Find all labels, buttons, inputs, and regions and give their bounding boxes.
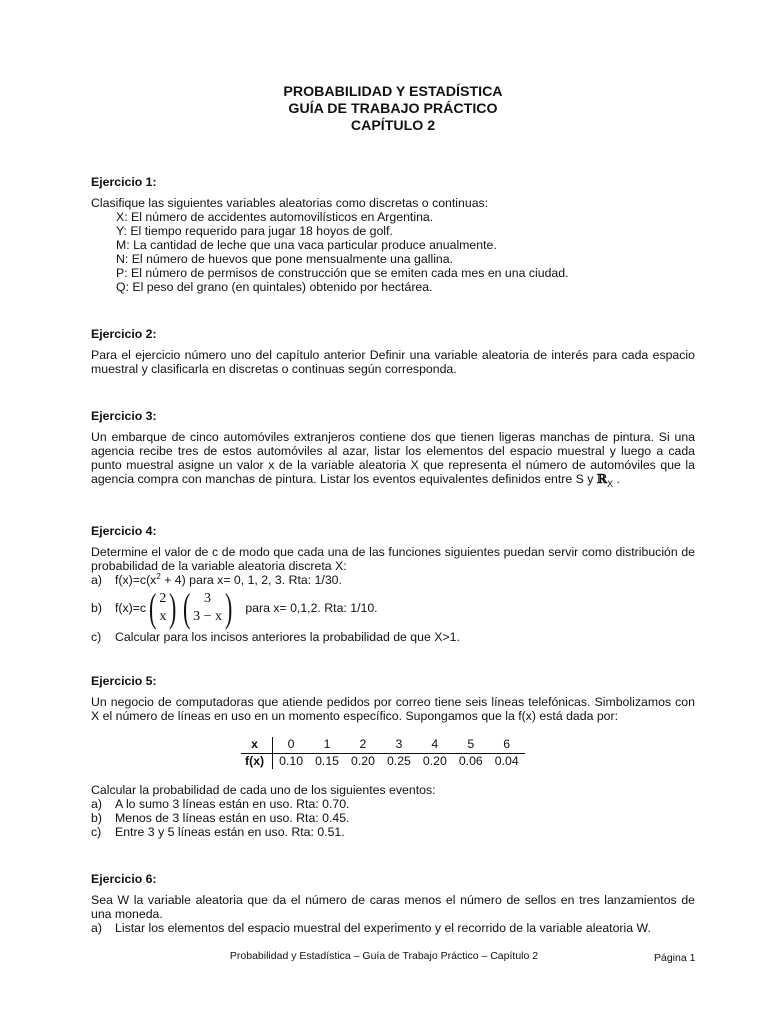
item-label: b): [91, 601, 102, 615]
exercise-6-heading: Ejercicio 6:: [91, 872, 157, 886]
left-paren: (: [182, 585, 191, 630]
table-cell: 0.10: [279, 754, 304, 768]
list-item: X: El número de accidentes automovilísticos en Argentina.: [116, 210, 434, 224]
exercise-2-heading: Ejercicio 2:: [91, 327, 157, 341]
title-line-2: GUÍA DE TRABAJO PRÁCTICO: [288, 101, 498, 117]
table-cell: 5: [453, 737, 489, 754]
page-number: Página 1: [654, 952, 696, 964]
table-cell: 0.20: [351, 754, 375, 768]
real-numbers-symbol: ℝ: [596, 471, 608, 486]
exercise-3-end: .: [616, 472, 620, 486]
item-label: c): [91, 630, 102, 644]
formula-part: para x= 0,1,2. Rta: 1/10.: [245, 601, 378, 615]
exercise-2-text: Para el ejercicio número uno del capítulo anterior Definir una variable aleatoria de interés para cada espacio muestral y clasificarla en discretas o continuas según corresponda.: [91, 348, 695, 376]
table-cell: 2: [345, 737, 381, 754]
list-item: Y: El tiempo requerido para jugar 18 hoyos de golf.: [116, 224, 393, 238]
list-item: M: La cantidad de leche que una vaca particular produce anualmente.: [116, 238, 497, 252]
list-item: N: El número de huevos que pone mensualmente una gallina.: [116, 252, 454, 266]
exercise-3-text: [91, 430, 695, 491]
item-label: c): [91, 825, 102, 839]
table-cell: 6: [489, 737, 525, 754]
exercise-1: [91, 175, 695, 294]
table-cell: 4: [417, 737, 453, 754]
exercise-6-text: Sea W la variable aleatoria que da el número de caras menos el número de sellos en tres lanzamientos de una moneda.: [91, 893, 695, 921]
exercise-5-intro-2: Calcular la probabilidad de cada uno de los siguientes eventos:: [91, 783, 436, 797]
exercise-4-item-b: [91, 585, 695, 630]
document-page: [91, 84, 695, 968]
table-cell: 0.15: [315, 754, 339, 768]
item-text: Calcular para los incisos anteriores la probabilidad de que X>1.: [115, 630, 460, 644]
item-text: Listar los elementos del espacio muestral del experimento y el recorrido de la variable aleatoria W.: [115, 921, 651, 935]
table-cell: 3: [381, 737, 417, 754]
item-text: Entre 3 y 5 líneas están en uso. Rta: 0.51.: [115, 825, 345, 839]
footer-title: Probabilidad y Estadística – Guía de Trabajo Práctico – Capítulo 2: [229, 950, 539, 962]
exercise-4-heading: Ejercicio 4:: [91, 524, 157, 538]
right-paren: ): [169, 585, 177, 630]
item-label: a): [91, 921, 102, 935]
table-cell: 0.20: [422, 754, 447, 768]
formula-part: + 4) para x= 0, 1, 2, 3. Rta: 1/30.: [160, 573, 342, 587]
item-label: a): [91, 797, 102, 811]
exercise-5-text: Un negocio de computadoras que atiende pedidos por correo tiene seis líneas telefónicas. Simbolizamos con X el número de líneas en uso en un momento específico. Supongamos que la f(x) está dada por:: [91, 695, 695, 723]
probability-table: [241, 737, 525, 769]
exercise-3-heading: Ejercicio 3:: [91, 409, 157, 423]
binomial-bottom: 3 − x: [193, 609, 222, 624]
title-line-3: CAPÍTULO 2: [350, 118, 436, 134]
list-item: Q: El peso del grano (en quintales) obtenido por hectárea.: [116, 280, 433, 294]
exercise-5-item-a: [91, 797, 695, 811]
exercise-4-text: Determine el valor de c de modo que cada una de las funciones siguientes puedan servir como distribución de probabilidad de la variable aleatoria discreta X:: [91, 545, 695, 573]
formula-part: f(x)=c: [115, 601, 147, 615]
binomial-2: [180, 585, 236, 630]
symbol-subscript: X: [607, 479, 614, 489]
exercise-5: [91, 674, 695, 839]
item-label: b): [91, 811, 102, 825]
exercise-6: [91, 872, 695, 935]
item-text: Menos de 3 líneas están en uso. Rta: 0.45.: [115, 811, 350, 825]
exercise-3-body: Un embarque de cinco automóviles extranjeros contiene dos que tienen ligeras manchas de pintura. Si una agencia recibe tres de estos automóviles al azar, listar los elementos del espacio muestral y luego a cada punto muestral asigne un valor x de la variable aleatoria X que representa el número de automóviles que la agencia compra con manchas de pintura. Listar los eventos equivalentes definidos entre S y: [91, 430, 695, 486]
exercise-1-intro: Clasifique las siguientes variables aleatorias como discretas o continuas:: [91, 196, 489, 210]
table-header-cell: f(x): [241, 754, 273, 770]
table-cell: 0: [273, 737, 309, 754]
exercise-4-item-a: [91, 573, 695, 587]
table-cell: 0.04: [494, 754, 519, 768]
table-row: [241, 754, 525, 770]
binomial-column: [159, 590, 166, 626]
binomial-bottom: x: [159, 609, 167, 624]
item-text: A lo sumo 3 líneas están en uso. Rta: 0.70.: [115, 797, 350, 811]
exercise-4: [91, 524, 695, 644]
exercise-5-item-b: [91, 811, 695, 825]
table-header-cell: x: [241, 737, 273, 754]
table-row: [241, 737, 525, 754]
left-paren: (: [149, 585, 157, 630]
binomial-top: 2: [159, 591, 167, 606]
exercise-4-item-c: [91, 630, 695, 644]
binomial-column: [193, 590, 222, 626]
exercise-3: [91, 409, 695, 491]
exercise-1-list: [91, 210, 695, 294]
table-cell: 0.06: [458, 754, 483, 768]
right-paren: ): [224, 585, 233, 630]
document-title: [91, 84, 695, 135]
binomial-top: 3: [204, 591, 212, 606]
item-label: a): [91, 573, 102, 587]
exercise-5-item-c: [91, 825, 695, 839]
exercise-6-item-a: [91, 921, 695, 935]
list-item: P: El número de permisos de construcción que se emiten cada mes en una ciudad.: [116, 266, 569, 280]
binomial-1: [146, 585, 180, 630]
formula-part: f(x)=c(x: [115, 573, 157, 587]
exercise-1-heading: Ejercicio 1:: [91, 175, 157, 189]
exercise-2: [91, 327, 695, 376]
exponent: 2: [156, 572, 161, 581]
title-line-1: PROBABILIDAD Y ESTADÍSTICA: [283, 84, 503, 100]
table-cell: 1: [309, 737, 345, 754]
exercise-5-heading: Ejercicio 5:: [91, 674, 157, 688]
table-cell: 0.25: [386, 754, 411, 768]
